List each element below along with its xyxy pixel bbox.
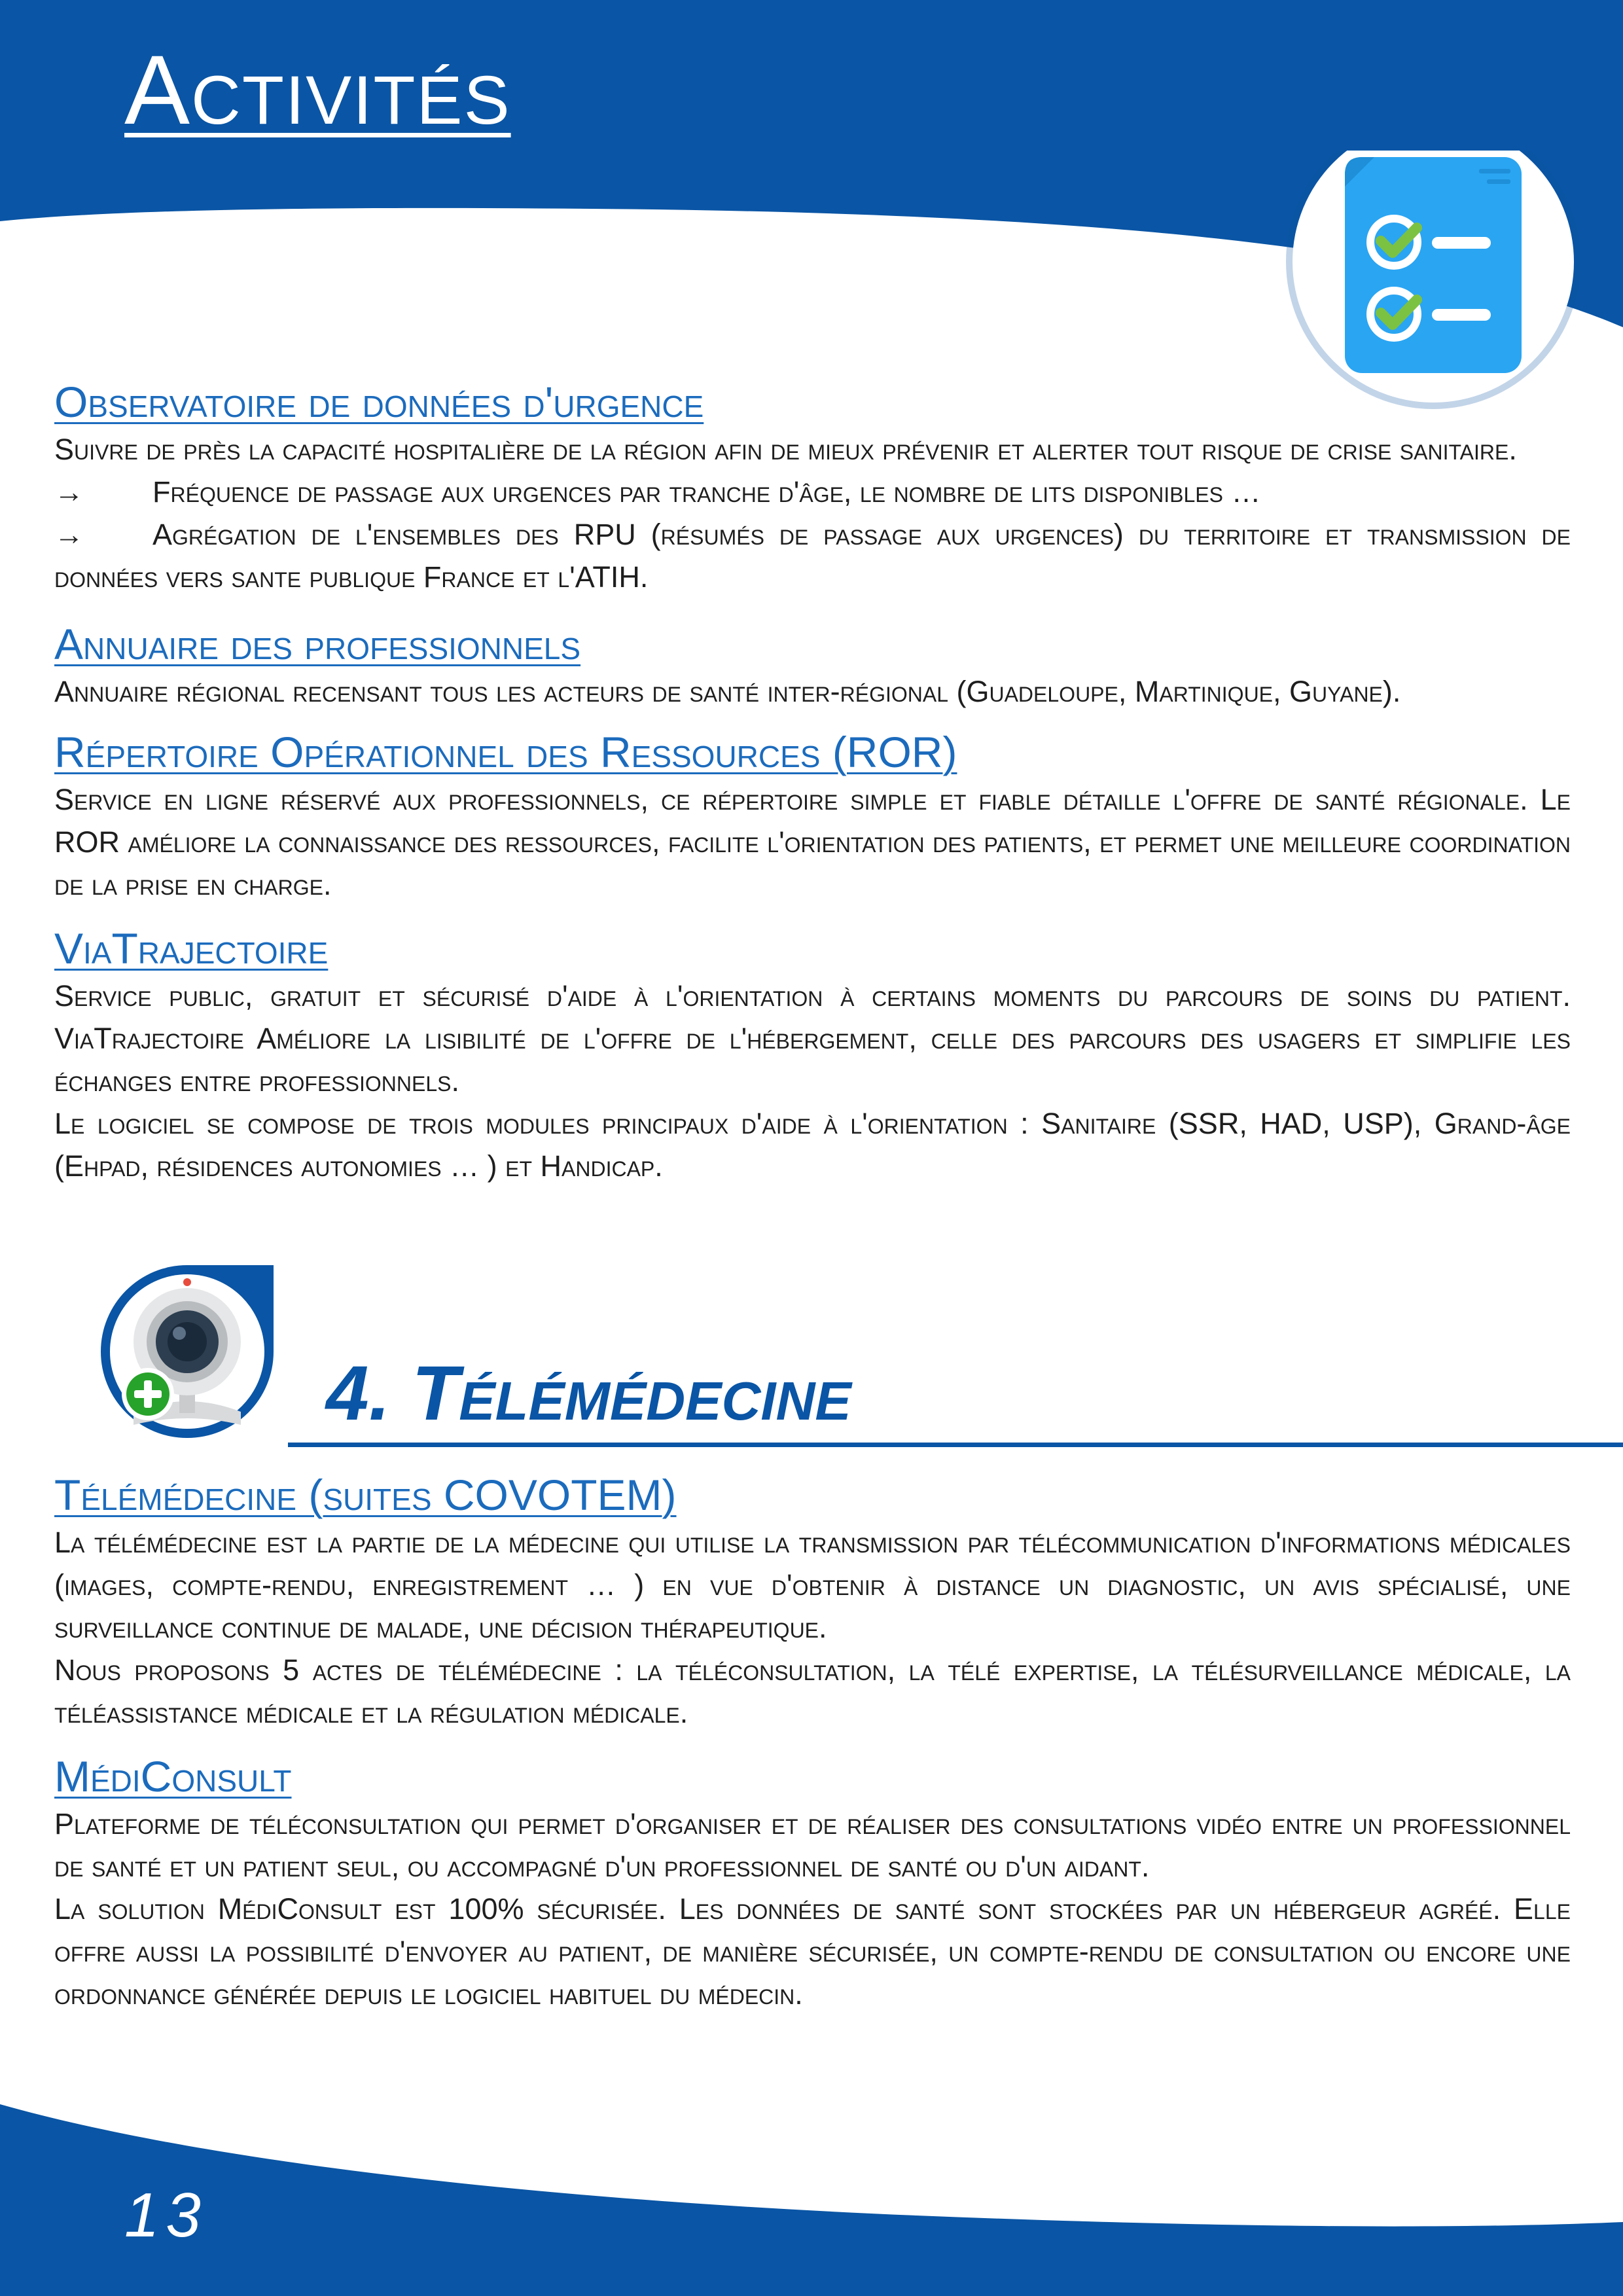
arrow-icon: → <box>54 518 84 552</box>
bullet-text: Agrégation de l'ensembles des RPU (résumés de passage aux urgences) du territoire et transmission de données vers sante publique France et l'ATIH. <box>54 518 1571 594</box>
paragraph: Le logiciel se compose de trois modules principaux d'aide à l'orientation : Sanitaire (SSR, HAD, USP), Grand-âge (Ehpad, résidences autonomies … ) et Handicap. <box>54 1107 1571 1183</box>
bullet-item <box>54 513 1571 598</box>
section-viatrajectoire <box>54 923 1571 1187</box>
chapter-title: 4. Télémédecine <box>326 1350 851 1437</box>
page-number: 13 <box>124 2180 207 2250</box>
footer-wave <box>0 2104 1623 2296</box>
section-heading[interactable]: MédiConsult <box>54 1752 292 1801</box>
section-telemedecine <box>54 1469 1571 1734</box>
paragraph: Annuaire régional recensant tous les acteurs de santé inter-régional (Guadeloupe, Martinique, Guyane). <box>54 675 1401 709</box>
paragraph: Nous proposons 5 actes de télémédecine : la téléconsultation, la télé expertise, la télésurveillance médicale, la téléassistance médicale et la régulation médicale. <box>54 1653 1571 1730</box>
section-heading[interactable]: Répertoire Opérationnel des Ressources (ROR) <box>54 728 957 776</box>
section-heading[interactable]: Observatoire de données d'urgence <box>54 378 704 426</box>
paragraph: Suivre de près la capacité hospitalière de la région afin de mieux prévenir et alerter tout risque de crise sanitaire. <box>54 433 1517 467</box>
section-mediconsult <box>54 1751 1571 2015</box>
section-observatoire <box>54 376 1571 598</box>
arrow-icon: → <box>54 475 84 509</box>
webcam-icon <box>96 1260 294 1450</box>
section-heading[interactable]: ViaTrajectoire <box>54 924 329 973</box>
bullet-item <box>54 471 1571 513</box>
paragraph: Service public, gratuit et sécurisé d'aide à l'orientation à certains moments du parcours de soins du patient. ViaTrajectoire Améliore la lisibilité de l'offre de l'hébergement, celle des parcours des usagers et simplifie les échanges entre professionnels. <box>54 979 1571 1098</box>
section-heading[interactable]: Annuaire des professionnels <box>54 620 581 668</box>
page-title: Activités <box>124 35 511 145</box>
bullet-text: Fréquence de passage aux urgences par tranche d'âge, le nombre de lits disponibles … <box>152 475 1261 509</box>
paragraph: Plateforme de téléconsultation qui permet d'organiser et de réaliser des consultations vidéo entre un professionnel de santé et un patient seul, ou accompagné d'un professionnel de santé ou d'un aidant. <box>54 1807 1571 1884</box>
paragraph: La solution MédiConsult est 100% sécurisée. Les données de santé sont stockées par un hébergeur agréé. Elle offre aussi la possibilité d'envoyer au patient, de manière sécurisée, un compte-rendu de consultation ou encore une ordonnance générée depuis le logiciel habituel du médecin. <box>54 1892 1571 2011</box>
section-heading[interactable]: Télémédecine (suites COVOTEM) <box>54 1471 677 1519</box>
section-annuaire <box>54 619 1571 713</box>
chapter-divider <box>288 1443 1623 1447</box>
section-ror <box>54 726 1571 906</box>
paragraph: La télémédecine est la partie de la médecine qui utilise la transmission par télécommunication d'informations médicales (images, compte-rendu, enregistrement … ) en vue d'obtenir à distance un diagnostic, un avis spécialisé, une surveillance continue de malade, une décision thérapeutique. <box>54 1526 1571 1645</box>
paragraph: Service en ligne réservé aux professionnels, ce répertoire simple et fiable détaille l'offre de santé régionale. Le ROR améliore la connaissance des ressources, facilite l'orientation des patients, et permet une meilleure coordination de la prise en charge. <box>54 783 1571 902</box>
